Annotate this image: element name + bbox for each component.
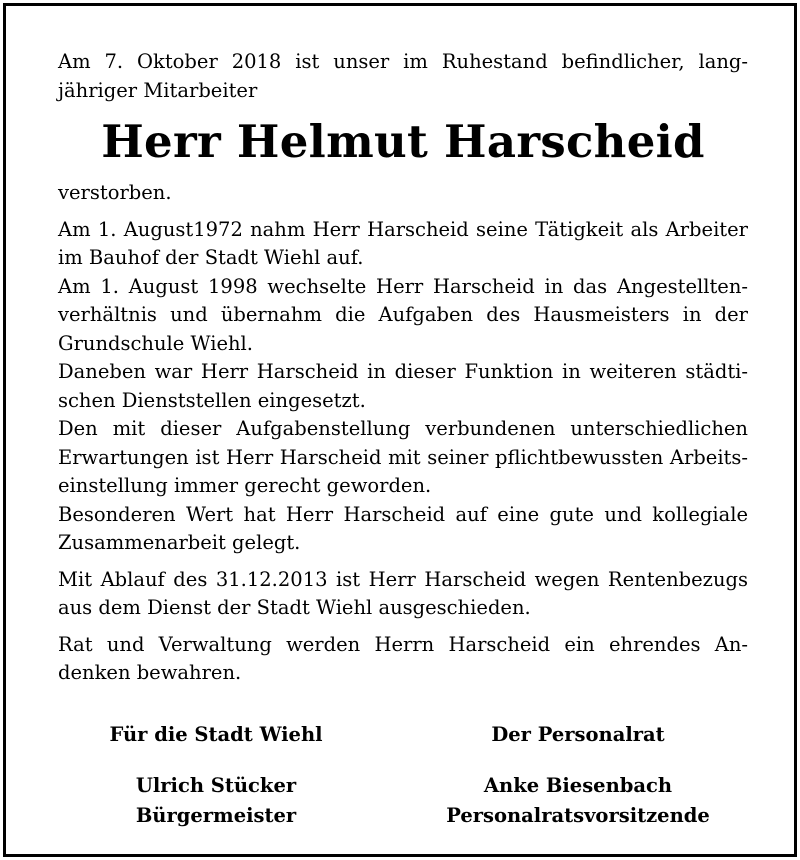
signature-role: Bürgermeister: [135, 804, 297, 827]
intro-line: jähriger Mitarbeiter: [58, 78, 258, 102]
signature-org: Der Personalrat: [491, 723, 665, 746]
paragraph-line: Besonderen Wert hat Herr Harscheid auf eine gute und kollegiale: [58, 502, 748, 526]
signature-person: Anke Biesenbach: [483, 774, 673, 797]
paragraph-line: denken bewahren.: [58, 661, 242, 684]
deceased-name: Herr Helmut Harscheid: [101, 115, 705, 168]
deceased-text: verstorben.: [58, 181, 172, 204]
paragraph-line: Grundschule Wiehl.: [58, 331, 253, 355]
signature-org: Für die Stadt Wiehl: [109, 723, 323, 746]
paragraph-line: Am 1. August 1998 wechselte Herr Harscheid in das Angestellten-: [58, 274, 748, 298]
paragraph-line: Zusammenarbeit gelegt.: [58, 531, 301, 554]
paragraph-line: aus dem Dienst der Stadt Wiehl ausgeschieden.: [58, 596, 531, 619]
intro-line: Am 7. Oktober 2018 ist unser im Ruhestand befindlicher, lang-: [58, 50, 748, 73]
paragraph-line: Erwartungen ist Herr Harscheid mit seiner pflichtbewussten Arbeits-: [58, 445, 748, 469]
signature-role: Personalratsvorsitzende: [446, 804, 710, 827]
paragraph-line: Daneben war Herr Harscheid in dieser Funktion in weiteren städti-: [58, 360, 748, 383]
signature-person: Ulrich Stücker: [135, 774, 297, 797]
paragraph-line: Den mit dieser Aufgabenstellung verbundenen unterschiedlichen: [58, 417, 748, 440]
paragraph-line: Mit Ablauf des 31.12.2013 ist Herr Harscheid wegen Rentenbezugs: [58, 567, 748, 591]
paragraph-line: verhältnis und übernahm die Aufgaben des Hausmeisters in der: [58, 303, 748, 326]
paragraph-line: Am 1. August1972 nahm Herr Harscheid seine Tätigkeit als Arbeiter: [58, 217, 748, 241]
paragraph-line: Rat und Verwaltung werden Herrn Harscheid ein ehrendes An-: [58, 632, 748, 656]
obituary-notice: [3, 3, 797, 857]
notice-body: [58, 48, 748, 688]
paragraph-line: schen Dienststellen eingesetzt.: [58, 388, 366, 412]
signature-right: [428, 720, 728, 831]
paragraph-line: im Bauhof der Stadt Wiehl auf.: [58, 246, 364, 269]
signature-left: [96, 720, 336, 831]
paragraph-line: einstellung immer gerecht geworden.: [58, 474, 432, 497]
